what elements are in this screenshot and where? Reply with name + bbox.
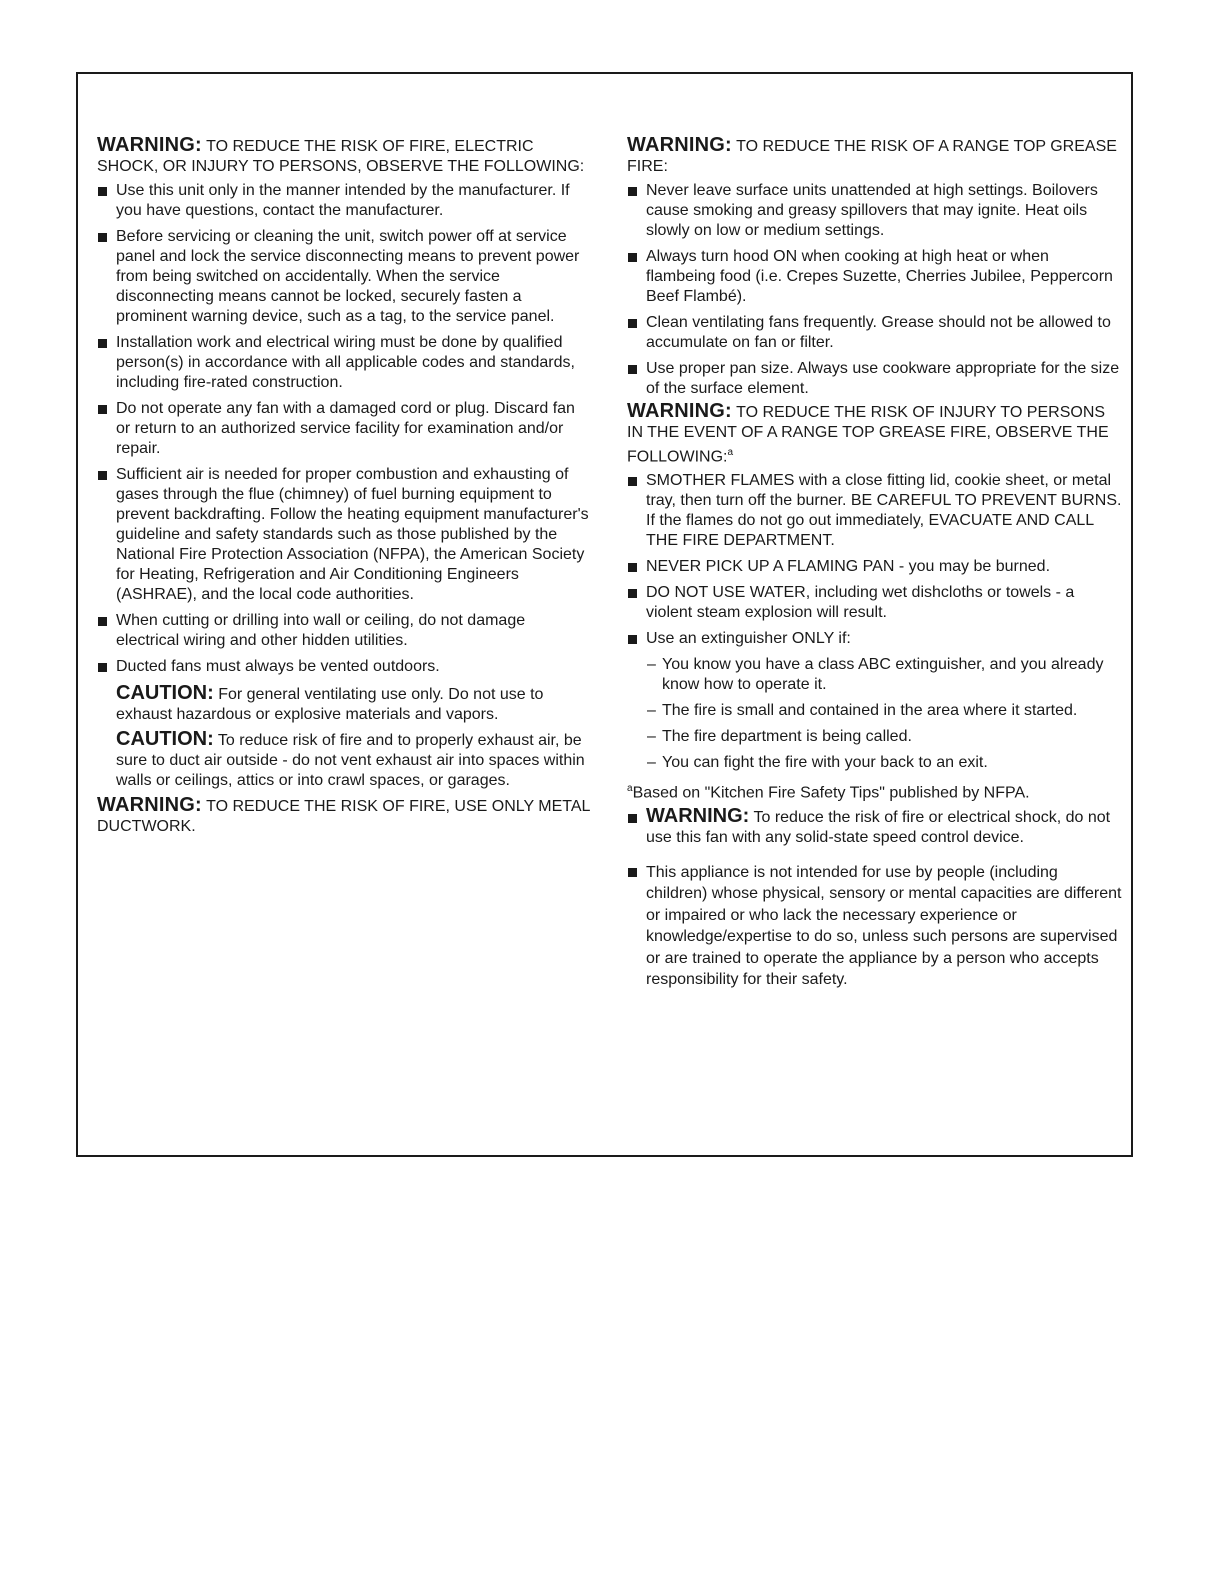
bullet-square-icon [628, 563, 637, 572]
warning-injury-grease-fire: WARNING: TO REDUCE THE RISK OF INJURY TO PERSONS IN THE EVENT OF A RANGE TOP GREASE FIRE, OBSERVE THE FOLLOWING:$^a$ [627, 400, 1109, 466]
sub-list-item: – The fire department is being called. [647, 728, 912, 746]
sub-list-item: – You know you have a class ABC extinguisher, and you already know how to operate it. [647, 656, 1104, 694]
list-item: Use this unit only in the manner intended by the manufacturer. If you have questions, contact the manufacturer. [97, 181, 592, 221]
right-column [627, 135, 1122, 997]
list-item: Ducted fans must always be vented outdoors. [97, 657, 592, 677]
bullet-square-icon [98, 233, 107, 242]
warning-ductwork: WARNING: TO REDUCE THE RISK OF FIRE, USE ONLY METAL DUCTWORK. [97, 794, 590, 835]
caution-exhaust: CAUTION: To reduce risk of fire and to properly exhaust air, be sure to duct air outside - do not vent exhaust air into spaces within walls or ceilings, attics or into crawl spaces, or garages. [116, 728, 585, 789]
bullet-square-icon [628, 868, 637, 877]
list-item: Sufficient air is needed for proper combustion and exhausting of gases through the flue (chimney) of fuel burning equipment to prevent backdrafting. Follow the heating equipment manufacturer's guideline and safety standards such as those published by the National Fire Protection Association (NFPA), the American Society for Heating, Refrigeration and Air Conditioning Engineers (ASHRAE), and the local code authorities. [97, 465, 592, 605]
warning-speed-control: WARNING: To reduce the risk of fire or electrical shock, do not use this fan with any solid-state speed control device. [627, 806, 1122, 848]
bullet-square-icon [98, 187, 107, 196]
footnote: $^a$Based on "Kitchen Fire Safety Tips" published by NFPA. [627, 783, 1030, 802]
list-item: Installation work and electrical wiring must be done by qualified person(s) in accordance with all applicable codes and standards, including fire-rated construction. [97, 333, 592, 393]
bullet-square-icon [628, 477, 637, 486]
list-item: Always turn hood ON when cooking at high heat or when flambeing food (i.e. Crepes Suzette, Cherries Jubilee, Peppercorn Beef Flambé). [627, 247, 1122, 307]
bullet-square-icon [98, 663, 107, 672]
bullet-square-icon [98, 405, 107, 414]
bullet-square-icon [628, 589, 637, 598]
bullet-square-icon [628, 365, 637, 374]
list-item: Do not operate any fan with a damaged cord or plug. Discard fan or return to an authorized service facility for examination and/or repair. [97, 399, 592, 459]
list-item: Never leave surface units unattended at high settings. Boilovers cause smoking and greasy spillovers that may ignite. Heat oils slowly on low or medium settings. [627, 181, 1122, 241]
list-item: DO NOT USE WATER, including wet dishcloths or towels - a violent steam explosion will result. [627, 583, 1122, 623]
list-item: Use proper pan size. Always use cookware appropriate for the size of the surface element. [627, 359, 1122, 399]
warning-fire-shock: WARNING: TO REDUCE THE RISK OF FIRE, ELECTRIC SHOCK, OR INJURY TO PERSONS, OBSERVE THE FOLLOWING: [97, 134, 585, 175]
list-item: When cutting or drilling into wall or ceiling, do not damage electrical wiring and other hidden utilities. [97, 611, 592, 651]
list-item: This appliance is not intended for use by people (including children) whose physical, sensory or mental capacities are different or impaired or who lack the necessary experience or knowledge/expertise to do so, unless such persons are supervised or are trained to operate the appliance by a person who accepts responsibility for their safety. [627, 862, 1122, 991]
left-column [97, 135, 592, 841]
list-item: Before servicing or cleaning the unit, switch power off at service panel and lock the service disconnecting means to prevent power from being switched on accidentally. When the service disconnecting means cannot be locked, securely fasten a prominent warning device, such as a tag, to the service panel. [97, 227, 592, 327]
list-item: Use an extinguisher ONLY if: [627, 629, 1122, 649]
list-item: Clean ventilating fans frequently. Grease should not be allowed to accumulate on fan or filter. [627, 313, 1122, 353]
bullet-square-icon [628, 635, 637, 644]
bullet-square-icon [98, 617, 107, 626]
bullet-square-icon [98, 339, 107, 348]
sub-list-item: – The fire is small and contained in the area where it started. [647, 702, 1078, 720]
bullet-square-icon [98, 471, 107, 480]
warning-grease-fire: WARNING: TO REDUCE THE RISK OF A RANGE TOP GREASE FIRE: [627, 134, 1117, 175]
caution-ventilating: CAUTION: For general ventilating use only. Do not use to exhaust hazardous or explosive materials and vapors. [116, 682, 544, 723]
list-item: NEVER PICK UP A FLAMING PAN - you may be burned. [627, 557, 1122, 577]
list-item: SMOTHER FLAMES with a close fitting lid, cookie sheet, or metal tray, then turn off the burner. BE CAREFUL TO PREVENT BURNS. If the flames do not go out immediately, EVACUATE AND CALL THE FIRE DEPARTMENT. [627, 471, 1122, 551]
bullet-square-icon [628, 187, 637, 196]
sub-list-item: – You can fight the fire with your back to an exit. [647, 754, 988, 772]
bullet-square-icon [628, 253, 637, 262]
bullet-square-icon [628, 319, 637, 328]
bullet-square-icon [628, 814, 637, 823]
